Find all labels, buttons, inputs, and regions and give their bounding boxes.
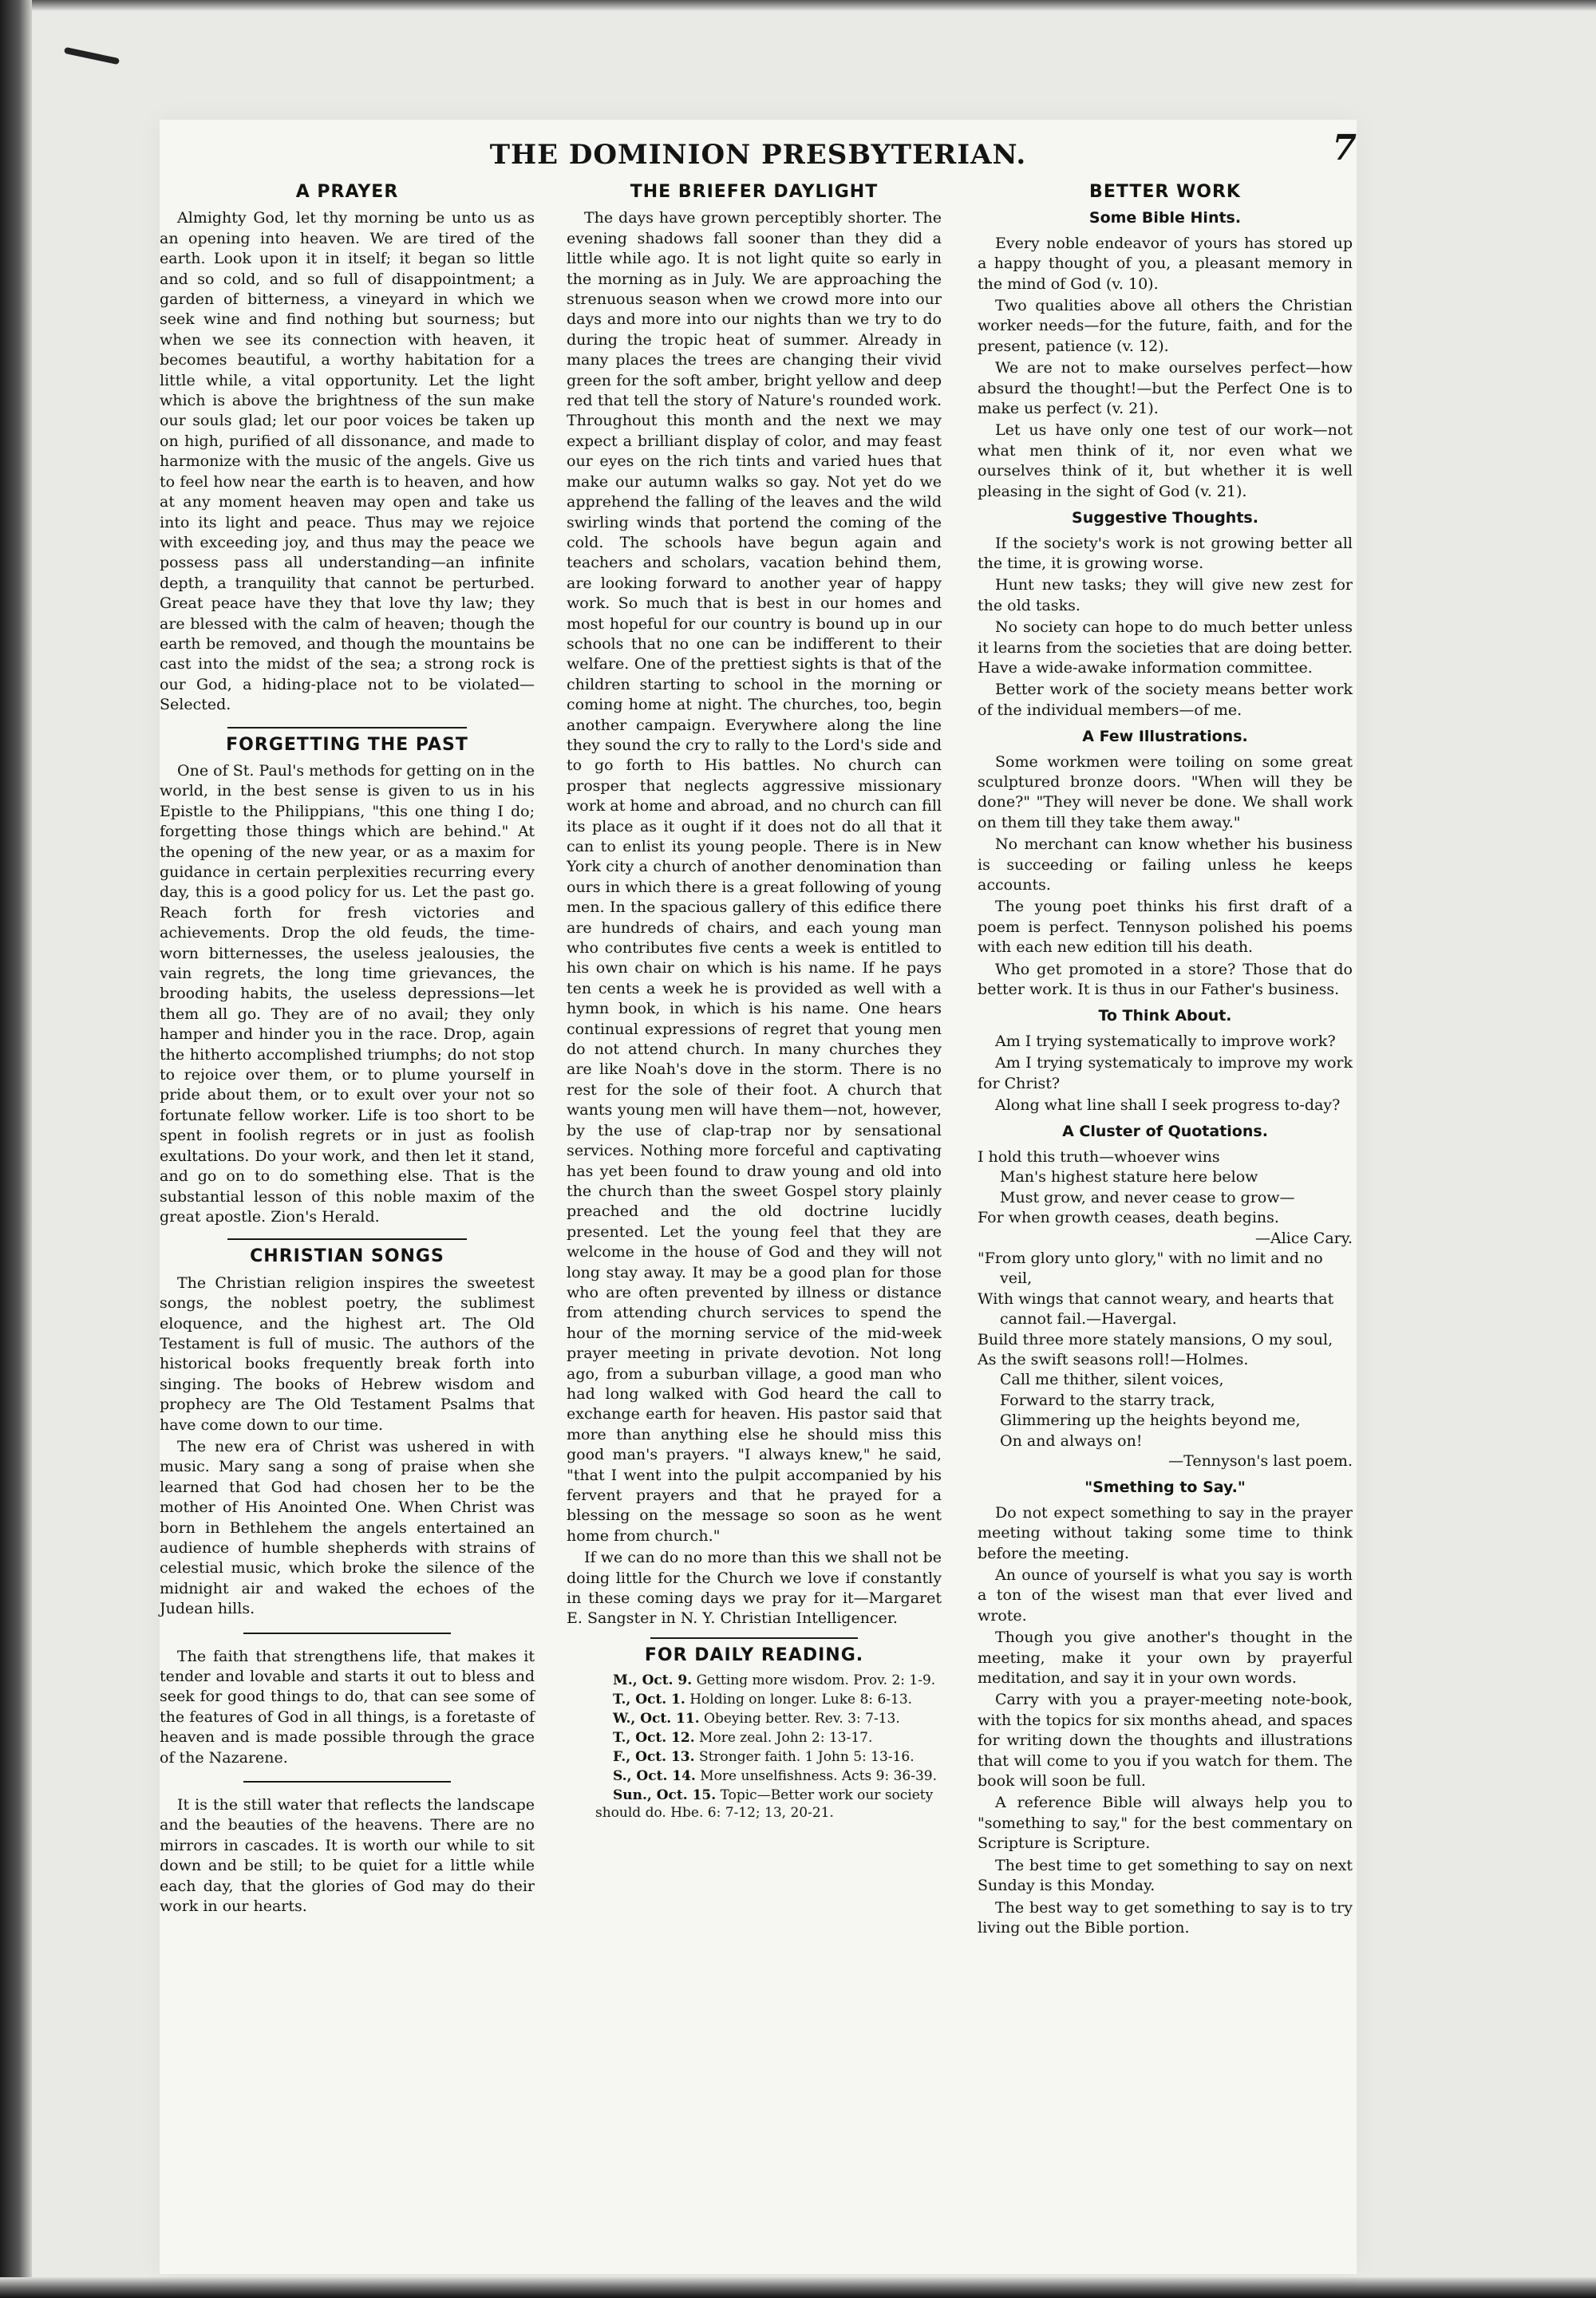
verse-line: Man's highest stature here below <box>1000 1168 1258 1187</box>
verse-line: With wings that cannot weary, and hearts that cannot fail.—Havergal. <box>978 1289 1334 1329</box>
daily-reading-heading: FOR DAILY READING. <box>644 1645 864 1665</box>
right-column <box>978 176 1353 1940</box>
say-paragraph: Carry with you a prayer-meeting note-book, with the topics for six months ahead, and spaces for writing down the thoughts and illustrations that will come to you if you watch for them. The book will soon be full. <box>978 1691 1353 1791</box>
illustration-paragraph: No merchant can know whether his business is succeeding or failing unless he keeps accounts. <box>978 835 1353 894</box>
verse-line: Call me thither, silent voices, <box>1000 1371 1224 1389</box>
reading-item: W., Oct. 11. Obeying better. Rev. 3: 7-13. <box>613 1711 900 1727</box>
verse-line: Glimmering up the heights beyond me, <box>1000 1412 1301 1430</box>
verse-line: Build three more stately mansions, O my soul, <box>978 1330 1333 1348</box>
hint-paragraph: Two qualities above all others the Christian worker needs—for the future, faith, and for the present, patience (v. 12). <box>978 297 1353 355</box>
reading-item: S., Oct. 14. More unselfishness. Acts 9: 36-39. <box>613 1768 938 1785</box>
verse-line: "From glory unto glory," with no limit and no veil, <box>978 1249 1323 1288</box>
reading-item: Sun., Oct. 15. Topic—Better work our society should do. Hbe. 6: 7-12; 13, 20-21. <box>595 1787 934 1822</box>
left-column <box>160 176 535 1919</box>
prayer-heading: A PRAYER <box>295 182 399 202</box>
thought-paragraph: Better work of the society means better work of the individual members—of me. <box>978 681 1353 719</box>
thought-paragraph: If the society's work is not growing better all the time, it is growing worse. <box>978 534 1353 572</box>
daylight-paragraph-2: If we can do no more than this we shall not be doing little for the Church we love if constantly in these coming days we pray for it—Margaret E. Sangster in N. Y. Christian Intelligencer. <box>567 1549 942 1628</box>
verse-line: On and always on! <box>1000 1431 1143 1450</box>
illustration-paragraph: Some workmen were toiling on some great sculptured bronze doors. "When will they be done?" "They will never be done. We shall work on them till they take them away." <box>978 752 1353 831</box>
forgetting-heading: FORGETTING THE PAST <box>226 734 468 755</box>
think-paragraph: Am I trying systematicaly to improve my work for Christ? <box>978 1054 1353 1092</box>
forgetting-text: One of St. Paul's methods for getting on in the world, in the best sense is given to us in his Epistle to the Philippians, "this one thing I do; forgetting those things which are behind." At the opening of the new year, or as a maxim for guidance in certain perplexities recurring every day, this is a good policy for us. Let the past go. Reach forth for fresh victories and achievements. Drop the old feuds, the time-worn bitternesses, the useless jealousies, the vain regrets, the long time grievances, the brooding habits, the useless depressions—let them all go. They are of no avail; they only hamper and hinder you in the race. Drop, again the hitherto accomplished triumphs; do not stop to rejoice over them, or to plume yourself in pride about them, or to exult over your not so fortunate fellow worker. Life is too short to be spent in foolish regrets or in just as foolish exultations. Do your work, and then let it stand, and go on to do something else. That is the substantial lesson of this noble maxim of the great apostle. Zion's Herald. <box>160 761 535 1226</box>
reading-item: T., Oct. 12. More zeal. John 2: 13-17. <box>613 1730 873 1747</box>
think-paragraph: Am I trying systematically to improve work? <box>995 1032 1336 1050</box>
section-rule <box>650 1637 858 1639</box>
reading-item: F., Oct. 13. Stronger faith. 1 John 5: 13-16. <box>613 1749 915 1766</box>
better-work-heading: BETTER WORK <box>1089 182 1241 202</box>
say-paragraph: Do not expect something to say in the prayer meeting without taking some time to think before the meeting. <box>978 1503 1353 1562</box>
something-to-say-subheading: "Smething to Say." <box>1084 1479 1246 1497</box>
say-paragraph: Though you give another's thought in the meeting, make it your own by prayerful meditation, and say it in your own words. <box>978 1629 1353 1688</box>
thought-paragraph: Hunt new tasks; they will give new zest for the old tasks. <box>978 576 1353 614</box>
verse-line: Must grow, and never cease to grow— <box>1000 1188 1295 1206</box>
scan-mark <box>64 47 120 65</box>
prayer-text: Almighty God, let thy morning be unto us as an opening into heaven. We are tired of the earth. Look upon it in itself; it began so little and so cold, and so full of disappointment; a garden of bitterness, a vineyard in which we seek wine and find nothing but sourness; but when we see its connection with heaven, it becomes beautiful, a worthy habitation for a little while, a vital opportunity. Let the light which is above the brightness of the sun make our souls glad; let our poor voices be taken up on high, purified of all dissonance, and made to harmonize with the music of the angels. Give us to feel how near the earth is to heaven, and how at any moment heaven may open and take us into its light and peace. Thus may we rejoice with exceeding joy, and thus may the peace we possess pass all understanding—an infinite depth, a tranquility that cannot be perturbed. Great peace have they that love thy law; they are blessed with the calm of heaven; though the earth be removed, and though the mountains be cast into the midst of the sea; a strong rock is our God, a hiding-place not to be violated—Selected. <box>160 209 535 714</box>
verse-line: Forward to the starry track, <box>1000 1391 1215 1409</box>
hint-paragraph: Every noble endeavor of yours has stored up a happy thought of you, a pleasant memory in the mind of God (v. 10). <box>978 234 1353 293</box>
songs-paragraph-1: The Christian religion inspires the sweetest songs, the noblest poetry, the sublimest eloquence, and the highest art. The Old Testament is full of music. The authors of the historical books frequently break forth into singing. The books of Hebrew wisdom and prophecy are The Old Testament Psalms that have come down to our time. <box>160 1273 535 1434</box>
think-about-subheading: To Think About. <box>1098 1007 1232 1025</box>
masthead: THE DOMINION PRESBYTERIAN. <box>489 139 1027 171</box>
section-rule <box>227 727 467 728</box>
illustrations-subheading: A Few Illustrations. <box>1082 728 1248 746</box>
say-paragraph: An ounce of yourself is what you say is worth a ton of the wisest man that ever lived and wrote. <box>978 1566 1353 1625</box>
songs-heading: CHRISTIAN SONGS <box>250 1246 444 1267</box>
scan-top-edge <box>0 0 1596 11</box>
daylight-heading: THE BRIEFER DAYLIGHT <box>630 182 879 202</box>
quote-attribution: —Tennyson's last poem. <box>1168 1451 1353 1470</box>
illustration-paragraph: The young poet thinks his first draft of a poem is perfect. Tennyson polished his poems with each new edition till his death. <box>978 898 1353 957</box>
think-paragraph: Along what line shall I seek progress to-day? <box>995 1096 1341 1115</box>
still-water-paragraph: It is the still water that reflects the landscape and the beauties of the heavens. There are no mirrors in cascades. It is worth our while to sit down and be still; to be quiet for a little while each day, that the glories of God may do their work in our hearts. <box>160 1796 535 1916</box>
reading-item: M., Oct. 9. Getting more wisdom. Prov. 2: 1-9. <box>613 1672 936 1689</box>
verse-line: As the swift seasons roll!—Holmes. <box>978 1350 1249 1368</box>
hint-paragraph: We are not to make ourselves perfect—how absurd the thought!—but the Perfect One is to make us perfect (v. 21). <box>978 359 1353 418</box>
hint-paragraph: Let us have only one test of our work—not what men think of it, nor even what we ourselves think of it, but whether it is well pleasing in the sight of God (v. 21). <box>978 421 1353 500</box>
page-number: 7 <box>1332 128 1357 168</box>
reading-item: T., Oct. 1. Holding on longer. Luke 8: 6-13. <box>613 1692 913 1708</box>
say-paragraph: A reference Bible will always help you to "something to say," for the best commentary on Scripture is Scripture. <box>978 1794 1353 1853</box>
quotations-subheading: A Cluster of Quotations. <box>1062 1123 1268 1141</box>
scan-bottom-edge <box>0 2277 1596 2298</box>
middle-column <box>567 176 942 1823</box>
newspaper-page <box>160 120 1357 2274</box>
say-paragraph: The best time to get something to say on next Sunday is this Monday. <box>978 1856 1353 1895</box>
verse-line: For when growth ceases, death begins. <box>978 1209 1279 1227</box>
suggestive-thoughts-subheading: Suggestive Thoughts. <box>1072 509 1258 527</box>
section-rule <box>243 1633 451 1634</box>
say-paragraph: The best way to get something to say is to try living out the Bible portion. <box>978 1898 1353 1937</box>
daily-reading-list <box>567 1672 942 1822</box>
quote-attribution: —Alice Cary. <box>1255 1229 1353 1247</box>
verse-line: I hold this truth—whoever wins <box>978 1147 1220 1166</box>
illustration-paragraph: Who get promoted in a store? Those that do better work. It is thus in our Father's business. <box>978 960 1353 999</box>
section-rule <box>227 1238 467 1240</box>
bible-hints-subheading: Some Bible Hints. <box>1088 209 1242 227</box>
section-rule <box>243 1781 451 1783</box>
daylight-paragraph-1: The days have grown perceptibly shorter. The evening shadows fall sooner than they did a little while ago. It is not light quite so early in the morning as in July. We are approaching the strenuous season when we crowd more into our days and more into our nights than we try to do during the tropic heat of summer. Already in many places the trees are changing their vivid green for the soft amber, bright yellow and deep red that tell the story of Nature's rounded work. Throughout this month and the next we may expect a brilliant display of color, and may feast our eyes on the rich tints and varied hues that make our autumn walks so gay. Not yet do we apprehend the falling of the leaves and the wild swirling winds that portend the coming of the cold. The schools have begun again and teachers and scholars, vacation behind them, are looking forward to another year of happy work. So much that is best in our homes and most hopeful for our country is bound up in our schools that no one can be indifferent to their welfare. One of the prettiest sights is that of the children starting to school in the morning or coming home at night. The churches, too, begin another campaign. Everywhere along the line they sound the cry to rally to the Lord's side and to go forth to His battles. No church can prosper that neglects aggressive missionary work at home and abroad, and no church can fill its place as it ought if it does not do all that it can to enlist its young people. There is in New York city a church of another denomination than ours in which there is a great following of young men. In the spacious gallery of this edifice there are hundreds of chairs, and each young man who contributes five cents a week is entitled to his own chair on which is his name. If he pays ten cents a week he is provided as well with a hymn book, in which is his name. One hears continual expressions of regret that young men do not attend church. In many churches they are like Noah's dove in the storm. There is no rest for the sole of their foot. A church that wants young men will have them—not, however, by the use of clap-trap nor by sensational services. Nothing more forceful and captivating has yet been found to draw young and old into the church than the sweet Gospel story plainly preached and the old doctrine lucidly presented. Let the young feel that they are welcome in the house of God and they will not long stay away. It may be a good plan for those who are often prevented by illness or distance from attending church services to spend the hour of the morning service of the mid-week prayer meeting in private devotion. Not long ago, from a suburban village, a good man who had long walked with God heard the call to exchange earth for heaven. His pastor said that more than anything else he should miss this good man's prayers. "I always knew," he said, "that I went into the pulpit accompanied by his fervent prayers and that he prayed for a blessing on the message so soon as he went home from church." <box>567 209 942 1545</box>
faith-paragraph: The faith that strengthens life, that makes it tender and lovable and starts it out to bless and seek for good things to do, that can see some of the features of God in all things, is a foretaste of heaven and is made possible through the grace of the Nazarene. <box>160 1647 535 1767</box>
thought-paragraph: No society can hope to do much better unless it learns from the societies that are doing better. Have a wide-awake information committee. <box>978 618 1353 677</box>
scan-left-edge <box>0 0 32 2298</box>
songs-paragraph-2: The new era of Christ was ushered in with music. Mary sang a song of praise when she learned that God had chosen her to be the mother of His Anointed One. When Christ was born in Bethlehem the angels entertained an audience of humble shepherds with strains of celestial music, which broke the silence of the midnight air and waked the echoes of the Judean hills. <box>160 1437 535 1618</box>
